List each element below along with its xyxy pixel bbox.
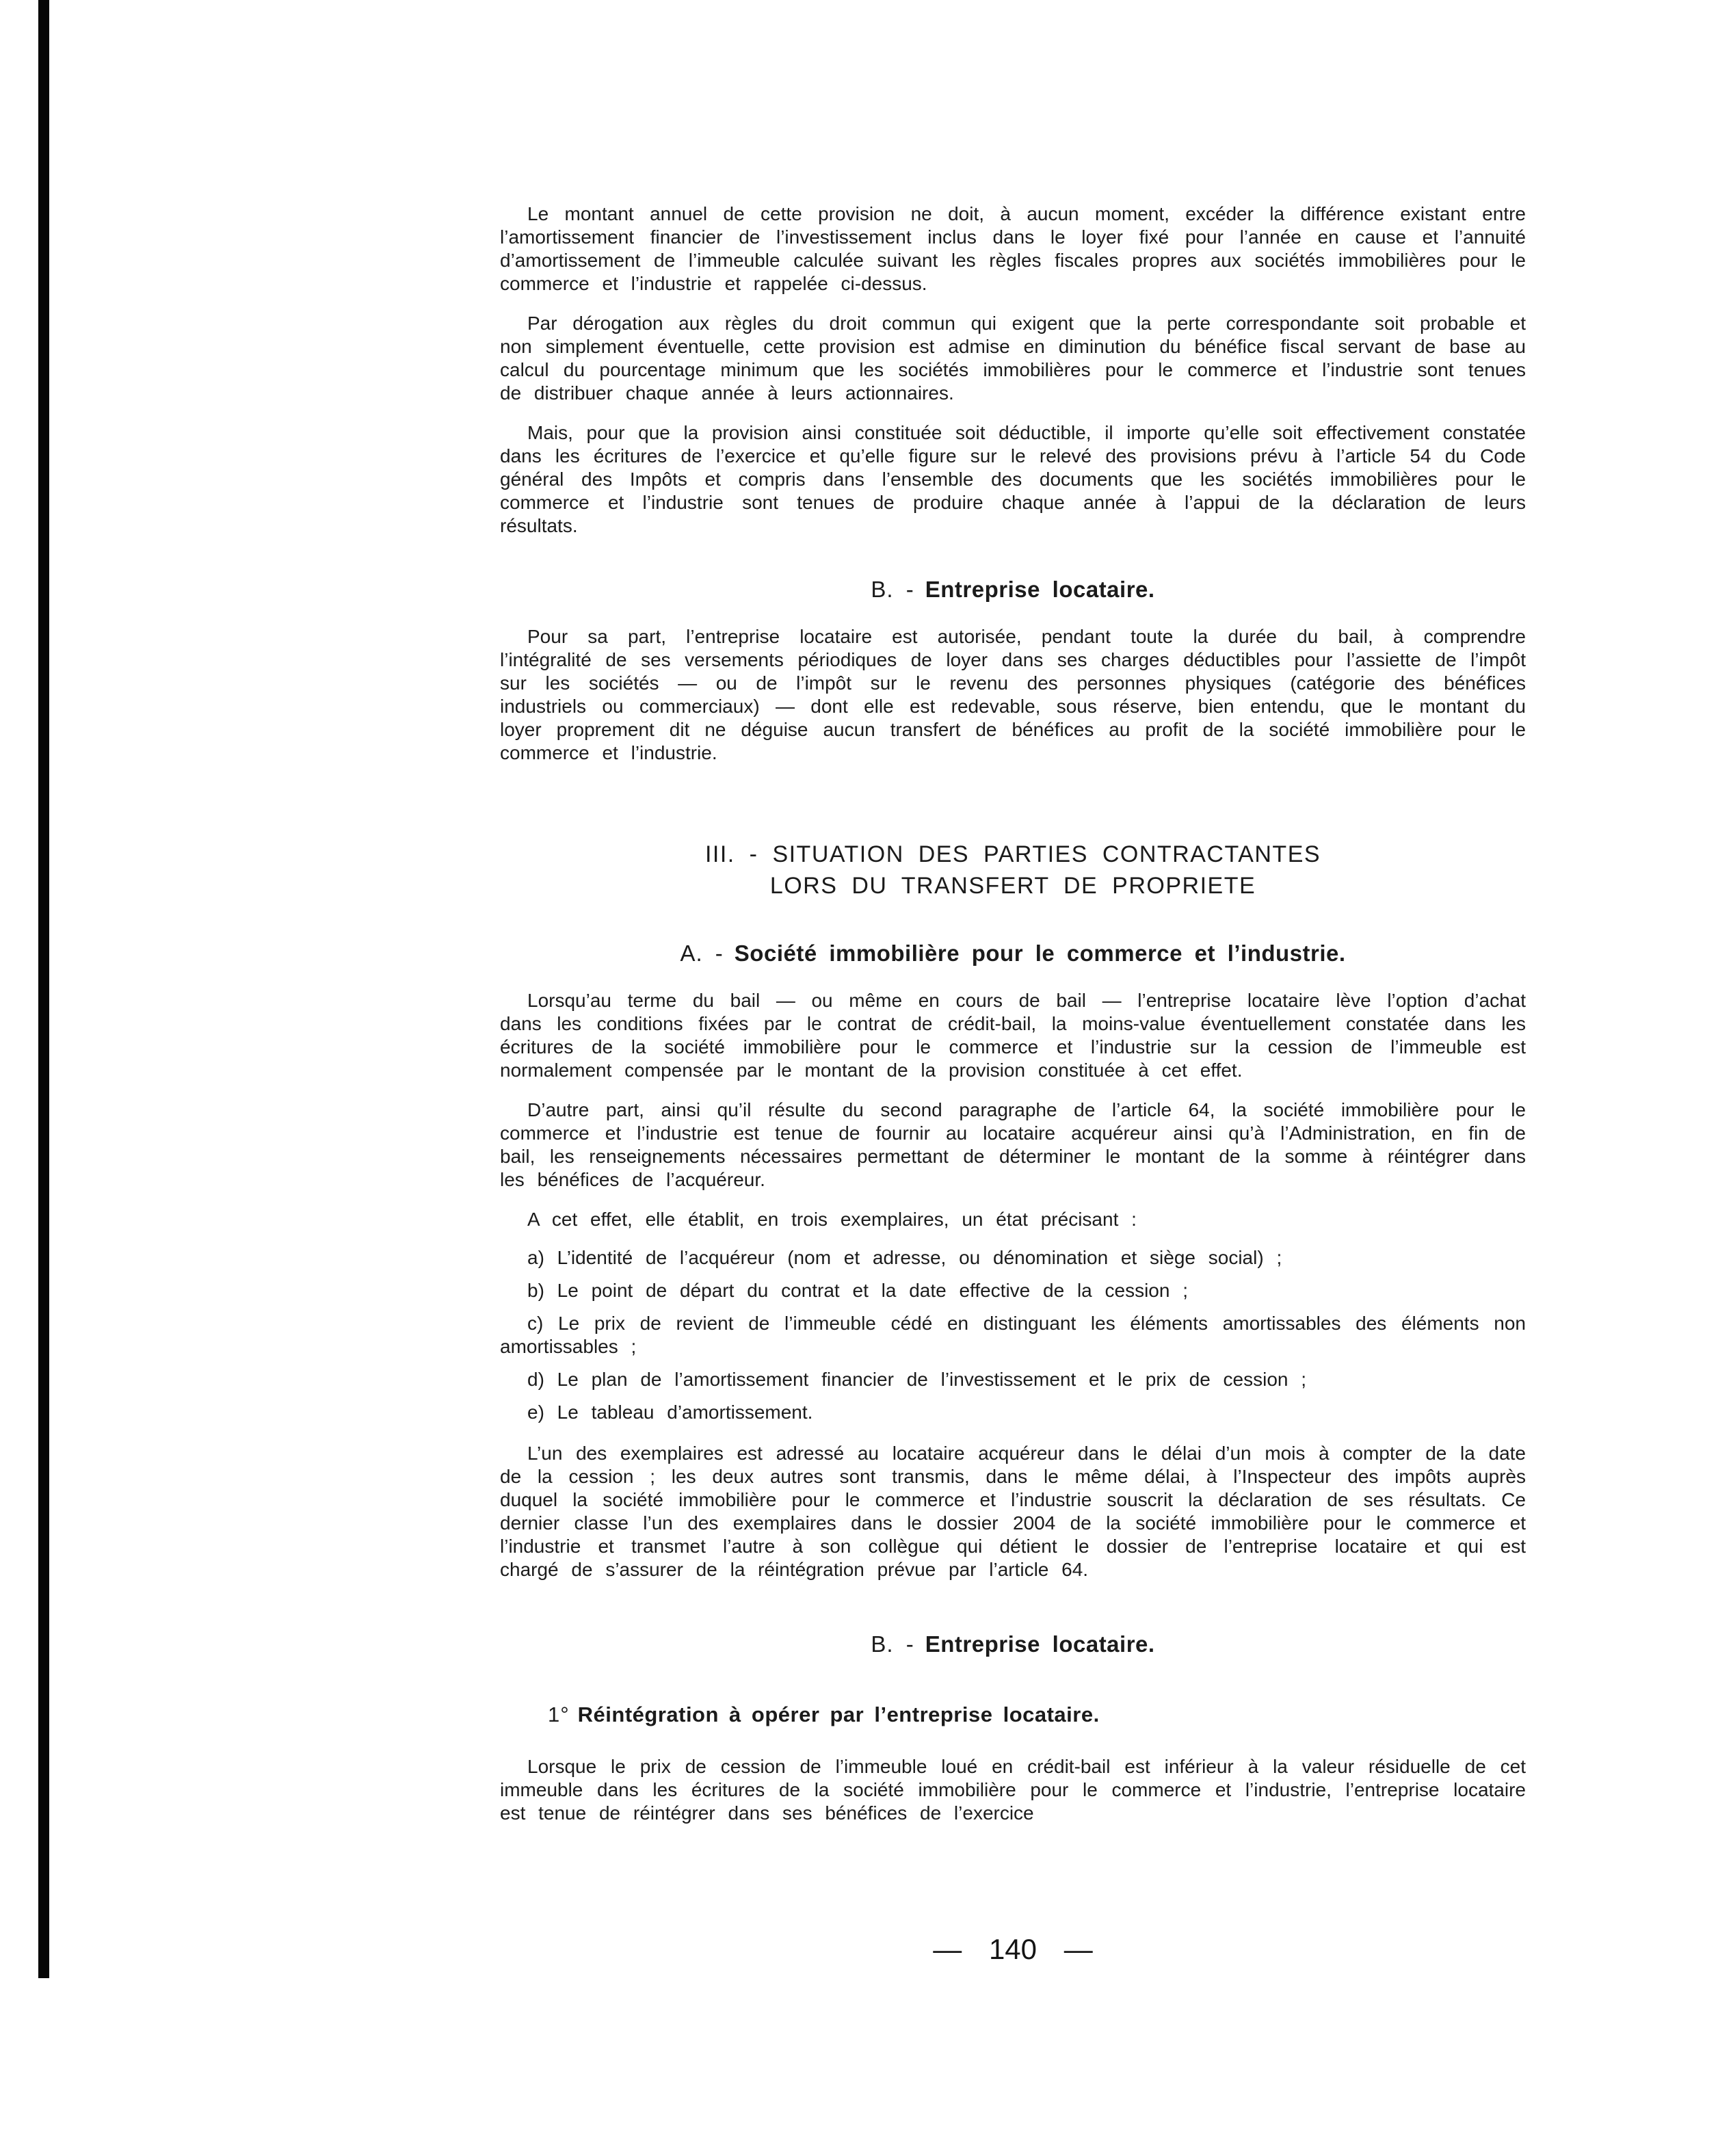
page-content: [500, 202, 1526, 1825]
list-item-e: e) Le tableau d’amortissement.: [527, 1402, 813, 1423]
paragraph-article-64: D’autre part, ainsi qu’il résulte du second paragraphe de l’article 64, la société immobilière pour le commerce et l’industrie est tenue de fournir au locataire acquéreur ainsi qu’à l’Administration, en fin de bail, les renseignements nécessaires permettant de déterminer le montant de la somme à réintégrer dans les bénéfices de l’acquéreur.: [500, 1099, 1526, 1190]
list-item-d: d) Le plan de l’amortissement financier de l’investissement et le prix de cession ;: [527, 1369, 1307, 1390]
heading-label: Entreprise locataire.: [925, 577, 1155, 602]
heading-line-1: III. - SITUATION DES PARTIES CONTRACTANTES: [704, 841, 1321, 867]
subheading-prefix: 1°: [548, 1703, 570, 1726]
heading-prefix: A. -: [680, 941, 724, 966]
subheading-label: Réintégration à opérer par l’entreprise locataire.: [577, 1703, 1100, 1726]
paragraph-provision-deductible: Mais, pour que la provision ainsi constituée soit déductible, il importe qu’elle soit effectivement constatée dans les écritures de l’exercice et qu’elle figure sur le relevé des provisions prévu à l’article 54 du Code général des Impôts et compris dans l’ensemble des documents que les sociétés immobilières pour le commerce et l’industrie sont tenues de produire chaque année à l’appui de la déclaration de leurs résultats.: [500, 422, 1526, 536]
heading-label: Entreprise locataire.: [925, 1631, 1155, 1657]
heading-line-2: LORS DU TRANSFERT DE PROPRIETE: [769, 873, 1256, 899]
paragraph-entreprise-locataire: Pour sa part, l’entreprise locataire est autorisée, pendant toute la durée du bail, à comprendre l’intégralité de ses versements périodiques de loyer dans ses charges déductibles pour l’assiette de l’impôt sur les sociétés — ou de l’impôt sur le revenu des personnes physiques (catégorie des bénéfices industriels ou commerciaux) — dont elle est redevable, sous réserve, bien entendu, que le montant du loyer proprement dit ne déguise aucun transfert de bénéfices au profit de la société immobilière pour le commerce et l’industrie.: [500, 626, 1526, 763]
list-item-c: c) Le prix de revient de l’immeuble cédé en distinguant les éléments amortissables des éléments non amortissables ;: [500, 1313, 1526, 1357]
list-item-a: a) L’identité de l’acquéreur (nom et adresse, ou dénomination et siège social) ;: [527, 1247, 1282, 1268]
paragraph-terme-du-bail: Lorsqu’au terme du bail — ou même en cours de bail — l’entreprise locataire lève l’option d’achat dans les conditions fixées par le contrat de crédit-bail, la moins-value éventuellement constatée dans les écritures de la société immobilière pour le commerce et l’industrie sur la cession de l’immeuble est normalement compensée par le montant de la provision constituée à cet effet.: [500, 990, 1526, 1081]
list-item-b: b) Le point de départ du contrat et la date effective de la cession ;: [527, 1280, 1189, 1301]
heading-prefix: B. -: [871, 1631, 914, 1657]
heading-prefix: B. -: [871, 577, 914, 602]
section-heading-a-societe-immobiliere: [500, 940, 1526, 967]
section-heading-iii-situation-parties: [500, 839, 1526, 902]
paragraph-exemplaires: L’un des exemplaires est adressé au locataire acquéreur dans le délai d’un mois à compter de la date de la cession ; les deux autres sont transmis, dans le même délai, à l’Inspecteur des impôts auprès duquel la société immobilière pour le commerce et l’industrie souscrit la déclaration de ses résultats. Ce dernier classe l’un des exemplaires dans le dossier 2004 de la société immobilière pour le commerce et l’industrie et transmet l’autre à son collègue qui détient le dossier de l’entreprise locataire et qui est chargé de s’assurer de la réintégration prévue par l’article 64.: [500, 1443, 1526, 1580]
heading-label: Société immobilière pour le commerce et l’industrie.: [734, 941, 1346, 966]
paragraph-derogation: Par dérogation aux règles du droit commun qui exigent que la perte correspondante soit probable et non simplement éventuelle, cette provision est admise en diminution du bénéfice fiscal servant de base au calcul du pourcentage minimum que les sociétés immobilières pour le commerce et l’industrie sont tenues de distribuer chaque année à leurs actionnaires.: [500, 313, 1526, 404]
page-number: — 140 —: [933, 1933, 1093, 1965]
paragraph-etat-precisant: A cet effet, elle établit, en trois exemplaires, un état précisant :: [527, 1209, 1137, 1230]
subheading-1-reintegration: [500, 1702, 1526, 1728]
section-heading-b-entreprise-locataire-2: [500, 1631, 1526, 1658]
paragraph-provision-montant: Le montant annuel de cette provision ne doit, à aucun moment, excéder la différence existant entre l’amortissement financier de l’investissement inclus dans le loyer fixé pour l’année en cause et l’annuité d’amortissement de l’immeuble calculée suivant les règles fiscales propres aux sociétés immobilières pour le commerce et l’industrie et rappelée ci-dessus.: [500, 203, 1526, 294]
binding-scan-line: [38, 0, 49, 1978]
paragraph-prix-de-cession: Lorsque le prix de cession de l’immeuble loué en crédit-bail est inférieur à la valeur résiduelle de cet immeuble dans les écritures de la société immobilière pour le commerce et l’industrie, l’entreprise locataire est tenue de réintégrer dans ses bénéfices de l’exercice: [500, 1756, 1526, 1824]
section-heading-b-entreprise-locataire-1: [500, 576, 1526, 603]
